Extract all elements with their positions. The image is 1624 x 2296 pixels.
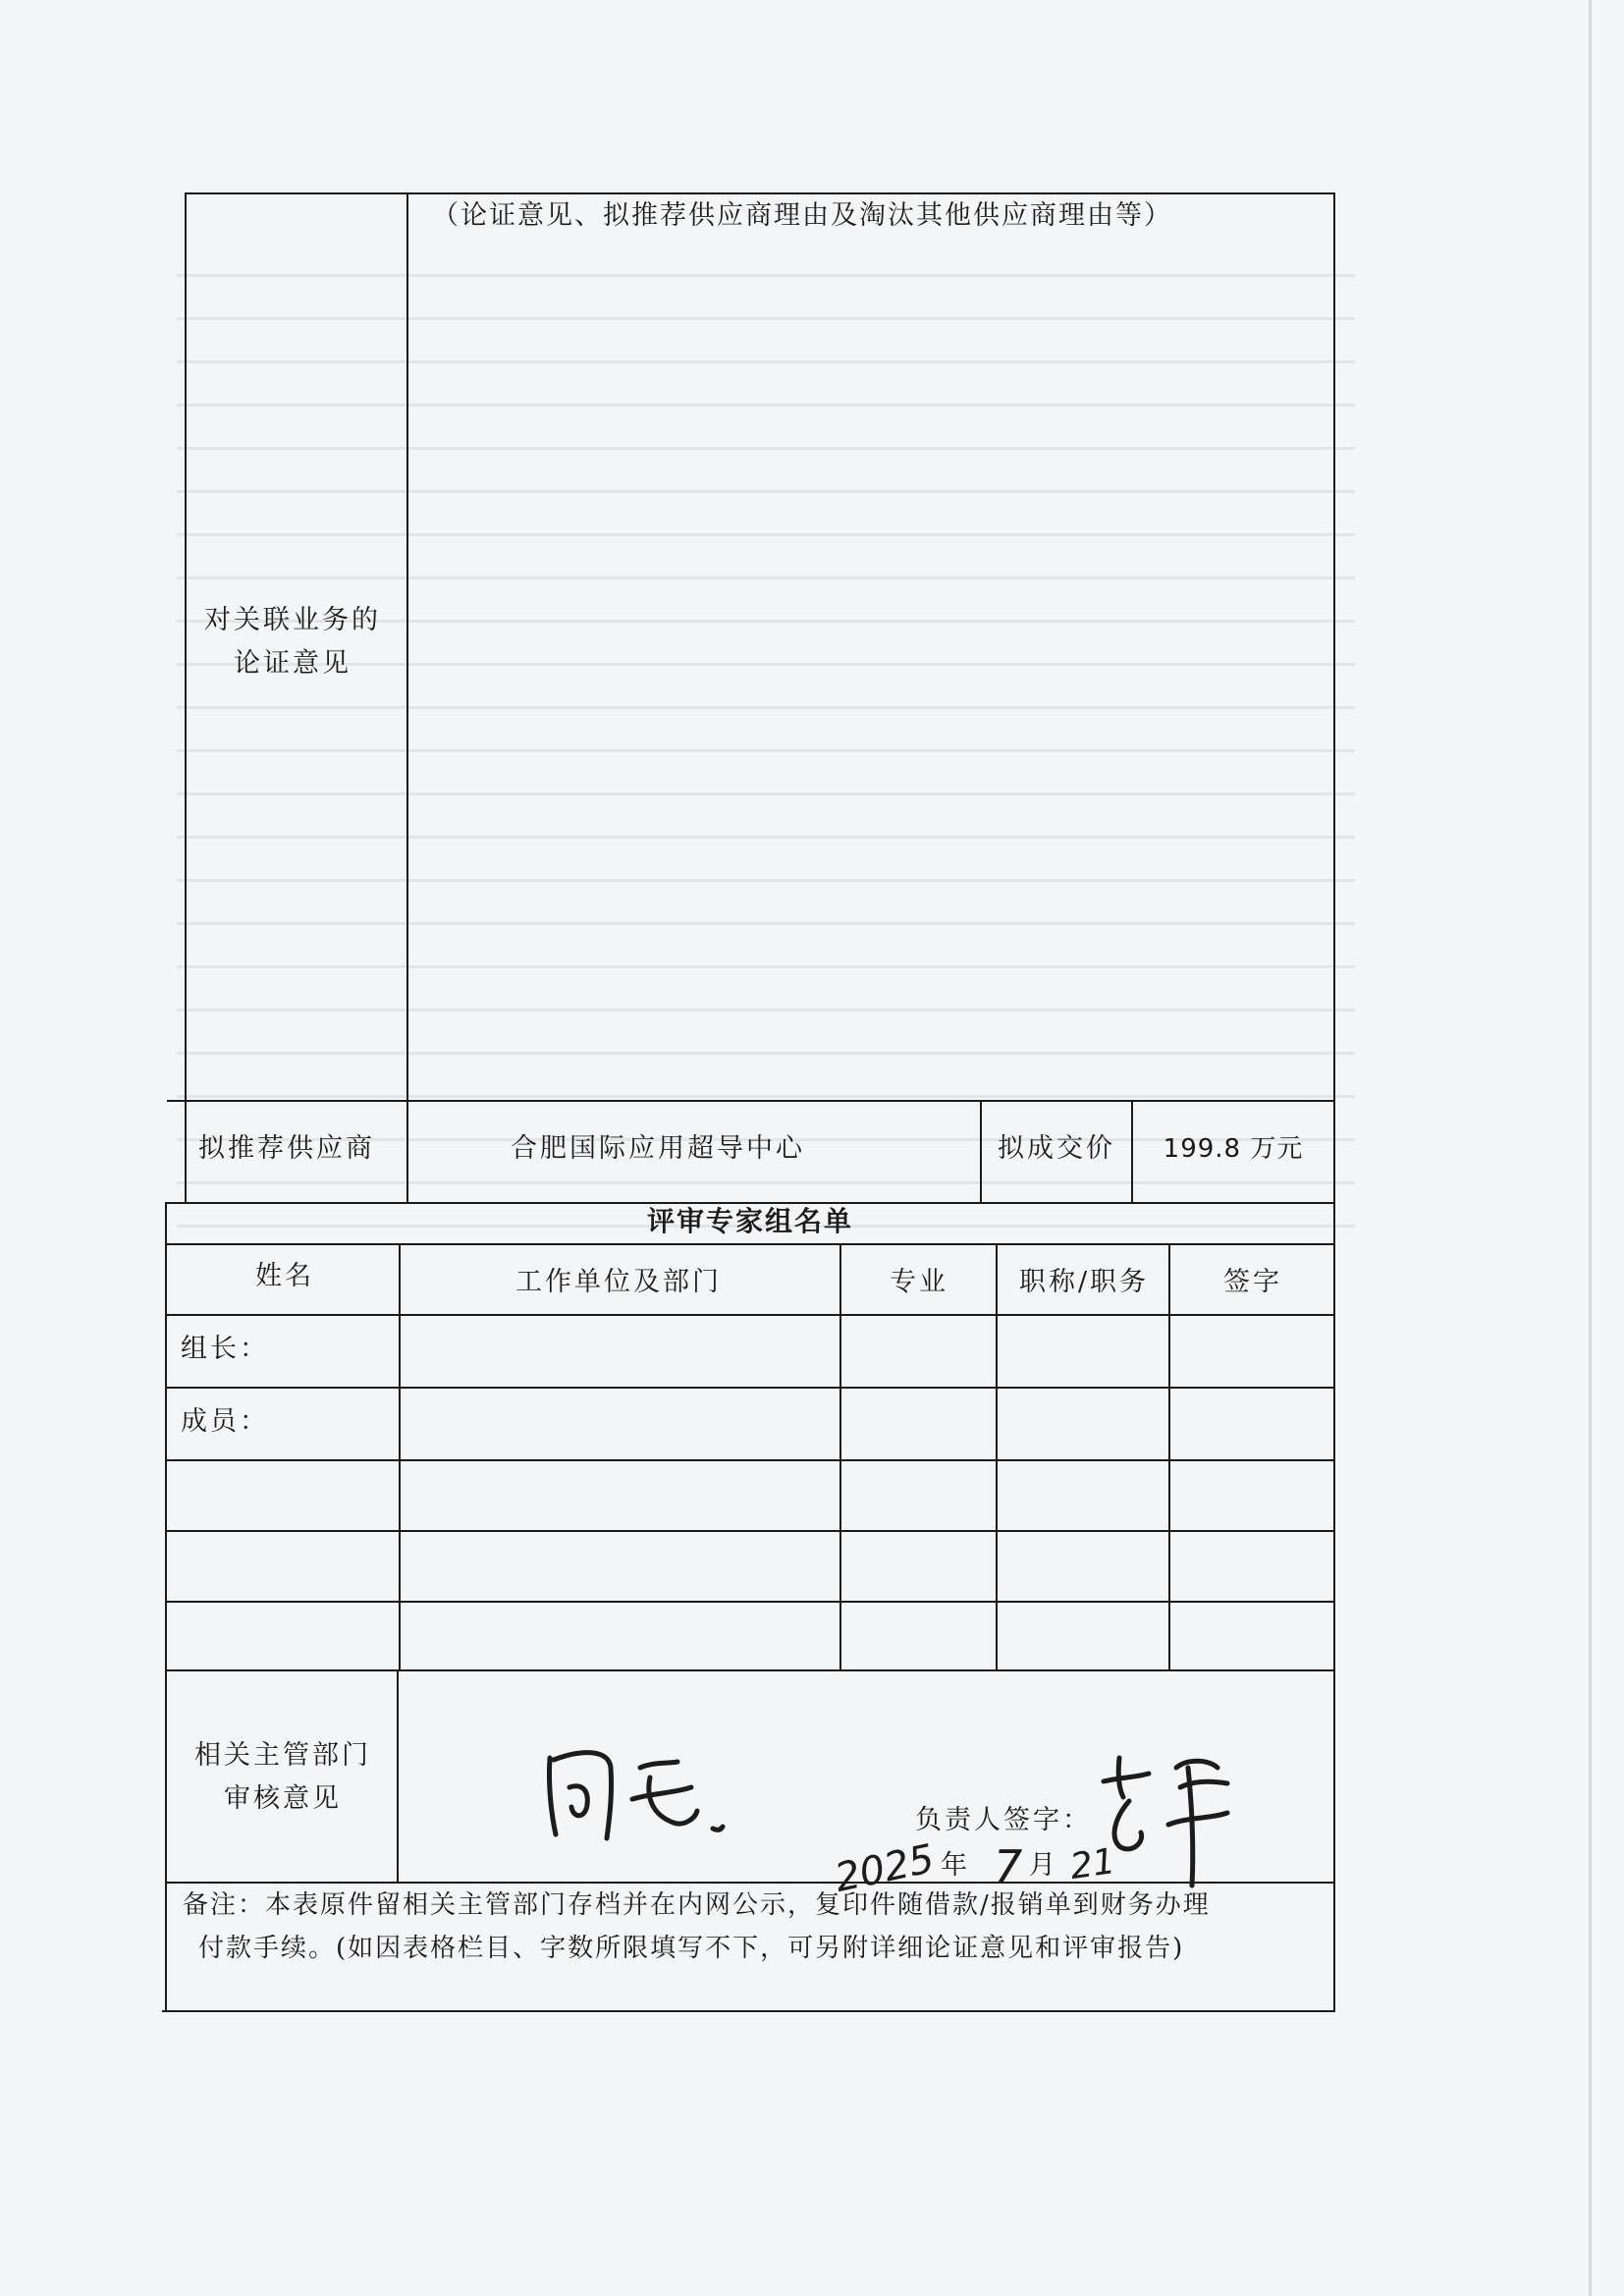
date-month-unit: 月 [1029, 1850, 1058, 1881]
note-line1: 备注：本表原件留相关主管部门存档并在内网公示，复印件随借款/报销单到财务办理 [183, 1890, 1211, 1920]
experts-header-unit: 工作单位及部门 [515, 1267, 722, 1297]
price-label: 拟成交价 [998, 1133, 1115, 1164]
experts-col-divider-1 [399, 1243, 401, 1669]
experts-row3-bottom [167, 1530, 1335, 1532]
review-label-line2: 审核意见 [224, 1783, 342, 1814]
date-year-unit: 年 [941, 1850, 970, 1881]
opinion-instruction: （论证意见、拟推荐供应商理由及淘汰其他供应商理由等） [432, 200, 1172, 231]
supplier-name: 合肥国际应用超导中心 [511, 1133, 805, 1164]
date-day-handwritten: 21 [1067, 1841, 1118, 1887]
experts-header-major: 专业 [890, 1267, 948, 1297]
signer-label: 负责人签字： [915, 1805, 1092, 1835]
opinion-label-line2: 论证意见 [234, 648, 352, 679]
table-left-border-lower [165, 1202, 167, 2011]
experts-header-signature: 签字 [1223, 1267, 1282, 1297]
price-value: 199.8 万元 [1163, 1134, 1304, 1164]
review-content-area[interactable] [401, 1673, 1331, 1878]
opinion-label-divider [406, 192, 408, 1202]
experts-header-name: 姓名 [255, 1261, 314, 1291]
table-right-border [1333, 192, 1335, 2011]
table-bottom-border [162, 2010, 1335, 2012]
experts-row1-bottom [167, 1387, 1335, 1389]
experts-col-divider-3 [996, 1243, 998, 1669]
experts-col-divider-2 [839, 1243, 841, 1669]
experts-row4-bottom [167, 1601, 1335, 1603]
scan-edge-right [1589, 0, 1592, 2296]
review-label-divider [397, 1669, 399, 1882]
review-label-line1: 相关主管部门 [194, 1740, 371, 1771]
note-line2: 付款手续。(如因表格栏目、字数所限填写不下，可另附详细论证意见和评审报告) [198, 1934, 1185, 1963]
experts-col-divider-4 [1168, 1243, 1170, 1669]
experts-header-title: 职称/职务 [1018, 1267, 1150, 1297]
supplier-price-divider [980, 1100, 982, 1202]
opinion-row-bottom [167, 1100, 1335, 1102]
experts-header-bottom [167, 1314, 1335, 1316]
table-top-border [185, 192, 1335, 194]
experts-row-leader-label: 组长： [181, 1334, 269, 1364]
experts-title: 评审专家组名单 [646, 1205, 854, 1237]
supplier-label: 拟推荐供应商 [198, 1133, 375, 1164]
experts-row2-bottom [167, 1459, 1335, 1461]
date-year-handwritten: 2025 [831, 1835, 939, 1902]
opinion-content-area[interactable] [410, 246, 1331, 1096]
table-left-border-upper [185, 192, 187, 1202]
date-month-handwritten: 7 [994, 1840, 1023, 1893]
experts-title-bottom [167, 1243, 1335, 1245]
experts-row5-bottom [167, 1669, 1335, 1671]
opinion-label-line1: 对关联业务的 [204, 605, 381, 635]
price-value-divider [1131, 1100, 1133, 1202]
experts-row-member-label: 成员： [181, 1406, 269, 1437]
